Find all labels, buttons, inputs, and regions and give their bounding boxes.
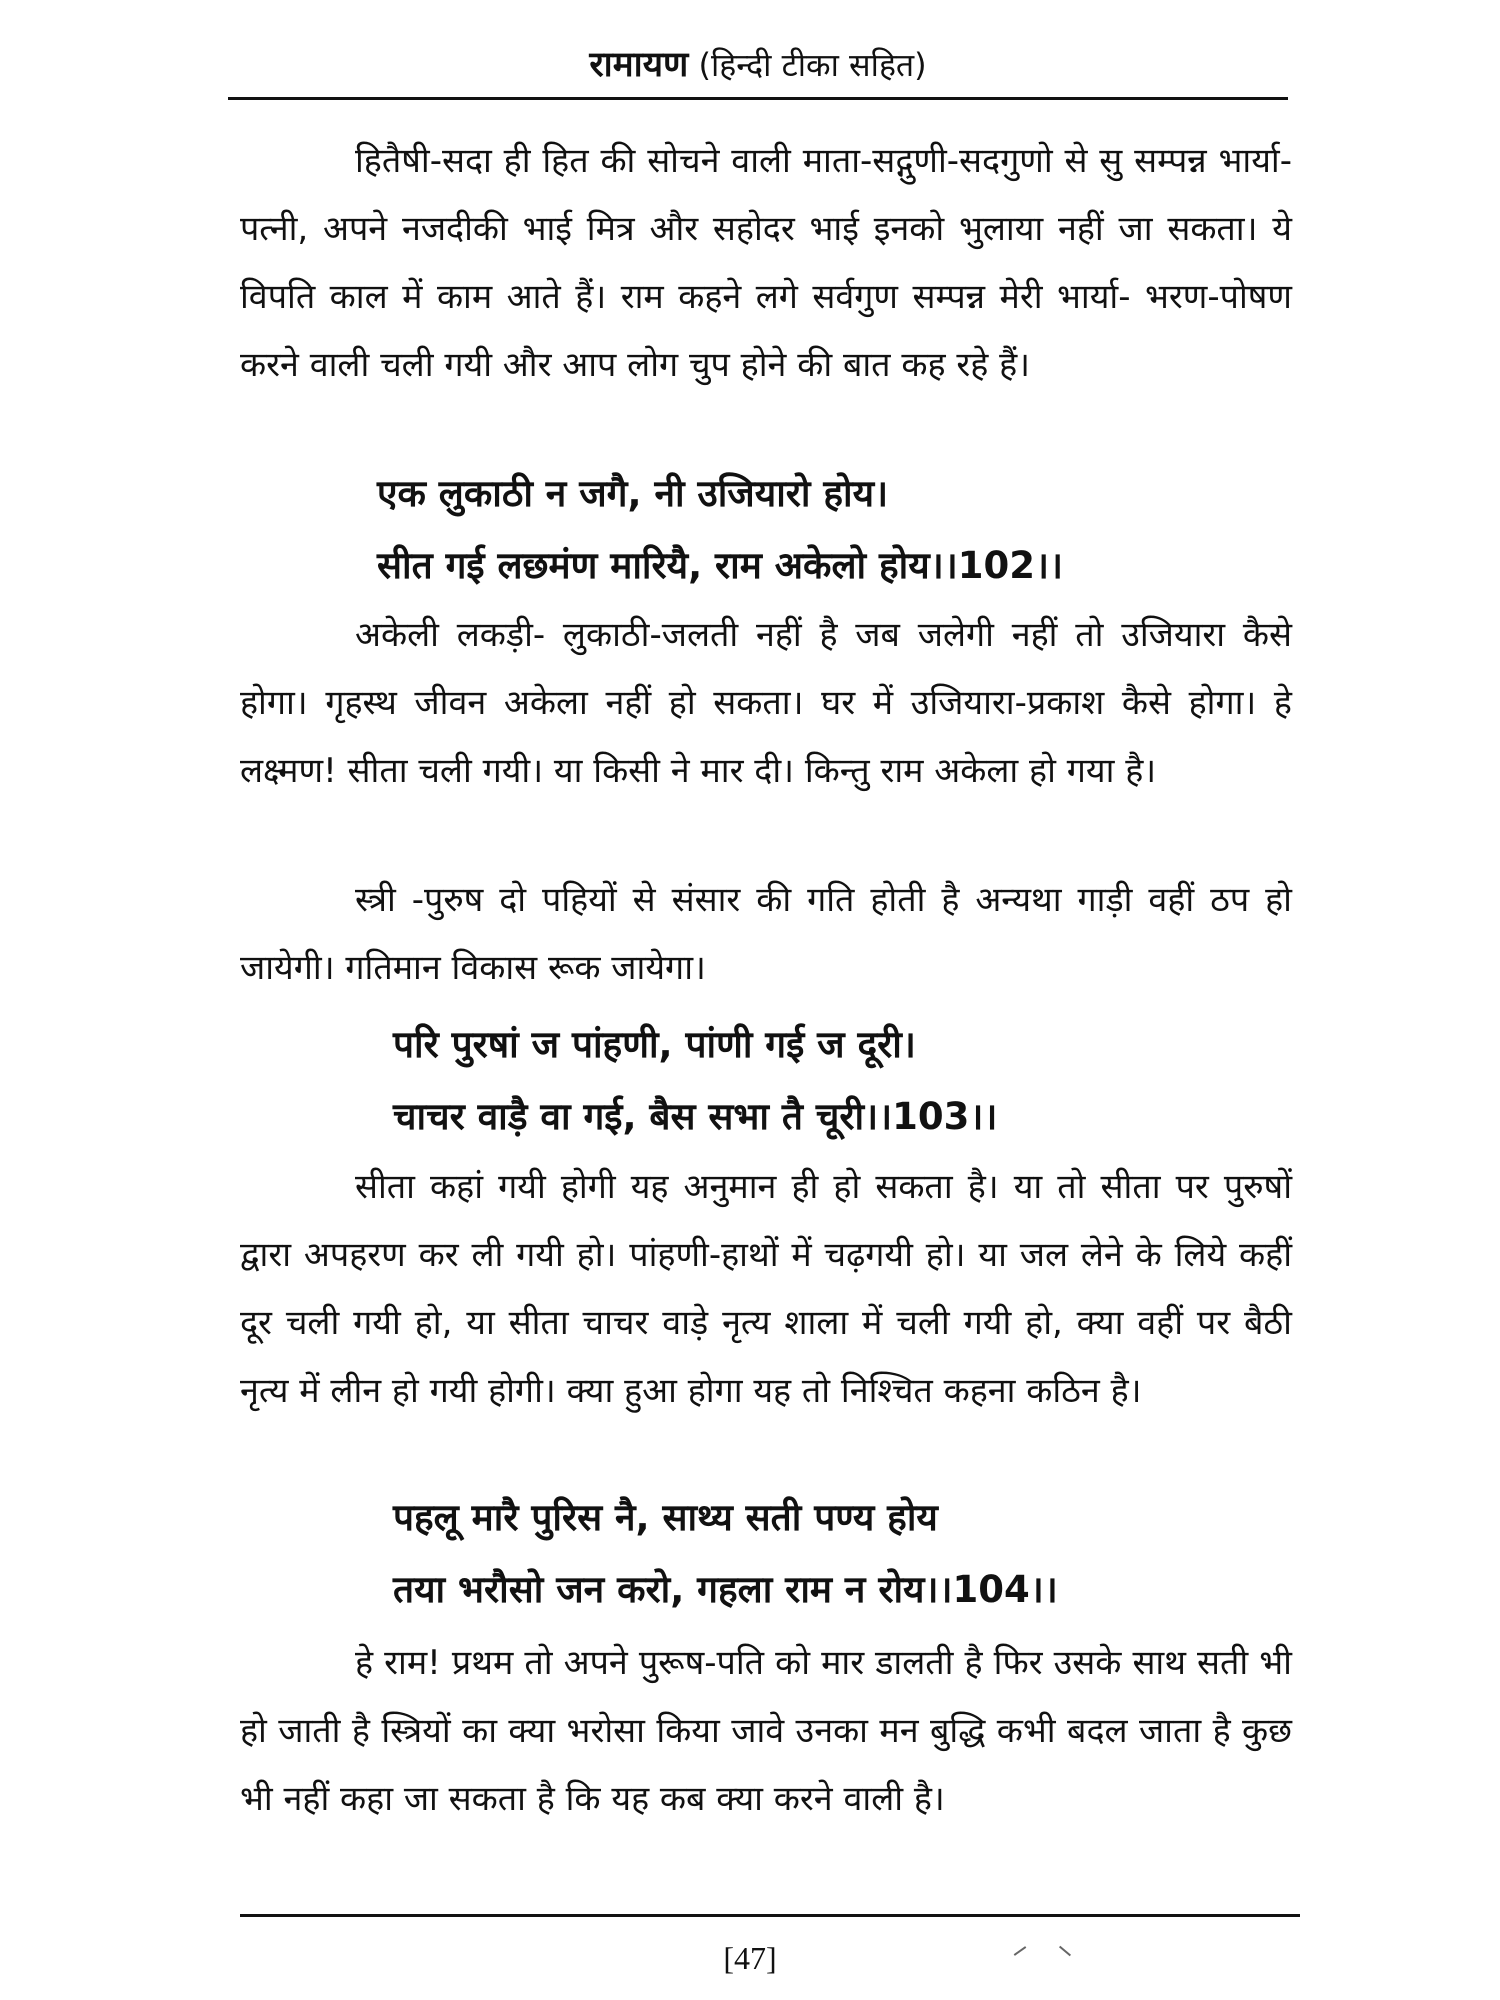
paragraph-text: हे राम! प्रथम तो अपने पुरूष-पति को मार डालती है फिर उसके साथ सती भी हो जाती है स्त्रियों का क्या भरोसा किया जावे उनका मन बुद्धि कभी बदल जाता है कुछ भी नहीं कहा जा सकता है कि यह कब क्या करने वाली है। bbox=[240, 1643, 1292, 1819]
verse-104 bbox=[393, 1482, 1453, 1626]
verse-line: चाचर वाड़ै वा गई, बैस सभा तै चूरी।।103।। bbox=[393, 1095, 998, 1138]
paragraph-3 bbox=[240, 866, 1292, 1002]
verse-102 bbox=[377, 458, 1437, 602]
header-title: रामायण bbox=[589, 45, 689, 85]
header-subtitle: (हिन्दी टीका सहित) bbox=[698, 46, 927, 84]
verse-103 bbox=[393, 1009, 1453, 1153]
paragraph-1 bbox=[240, 127, 1292, 399]
paragraph-text: अकेली लकड़ी- लुकाठी-जलती नहीं है जब जलेगी नहीं तो उजियारा कैसे होगा। गृहस्थ जीवन अकेला नहीं हो सकता। घर में उजियारा-प्रकाश कैसे होगा। हे लक्ष्मण! सीता चली गयी। या किसी ने मार दी। किन्तु राम अकेला हो गया है। bbox=[240, 615, 1292, 791]
verse-line: तया भरौसो जन करो, गहला राम न रोय।।104।। bbox=[393, 1568, 1058, 1611]
verse-line: सीत गई लछमंण मारियै, राम अकेलो होय।।102।। bbox=[377, 544, 1064, 587]
page-number: [47] bbox=[723, 1940, 777, 1976]
footer-divider bbox=[240, 1914, 1300, 1917]
paragraph-2 bbox=[240, 601, 1292, 805]
running-header bbox=[228, 40, 1288, 87]
paragraph-5 bbox=[240, 1629, 1292, 1833]
verse-line: परि पुरषां ज पांहणी, पांणी गई ज दूरी। bbox=[393, 1023, 916, 1066]
paragraph-text: सीता कहां गयी होगी यह अनुमान ही हो सकता है। या तो सीता पर पुरुषों द्वारा अपहरण कर ली गयी हो। पांहणी-हाथों में चढ़गयी हो। या जल लेने के लिये कहीं दूर चली गयी हो, या सीता चाचर वाड़े नृत्य शाला में चली गयी हो, क्या वहीं पर बैठी नृत्य में लीन हो गयी होगी। क्या हुआ होगा यह तो निश्चित कहना कठिन है। bbox=[240, 1167, 1292, 1411]
verse-line: पहलू मारै पुरिस नै, साथ्य सती पण्य होय bbox=[393, 1496, 938, 1539]
header-divider bbox=[228, 97, 1288, 100]
paragraph-text: स्त्री -पुरुष दो पहियों से संसार की गति होती है अन्यथा गाड़ी वहीं ठप हो जायेगी। गतिमान विकास रूक जायेगा। bbox=[240, 880, 1292, 988]
paragraph-4 bbox=[240, 1153, 1292, 1425]
paragraph-text: हितैषी-सदा ही हित की सोचने वाली माता-सद्गुणी-सदगुणो से सु सम्पन्न भार्या-पत्नी, अपने नजदीकी भाई मित्र और सहोदर भाई इनको भुलाया नहीं जा सकता। ये विपति काल में काम आते हैं। राम कहने लगे सर्वगुण सम्पन्न मेरी भार्या- भरण-पोषण करने वाली चली गयी और आप लोग चुप होने की बात कह रहे हैं। bbox=[240, 141, 1292, 385]
verse-line: एक लुकाठी न जगै, नी उजियारो होय। bbox=[377, 472, 889, 515]
